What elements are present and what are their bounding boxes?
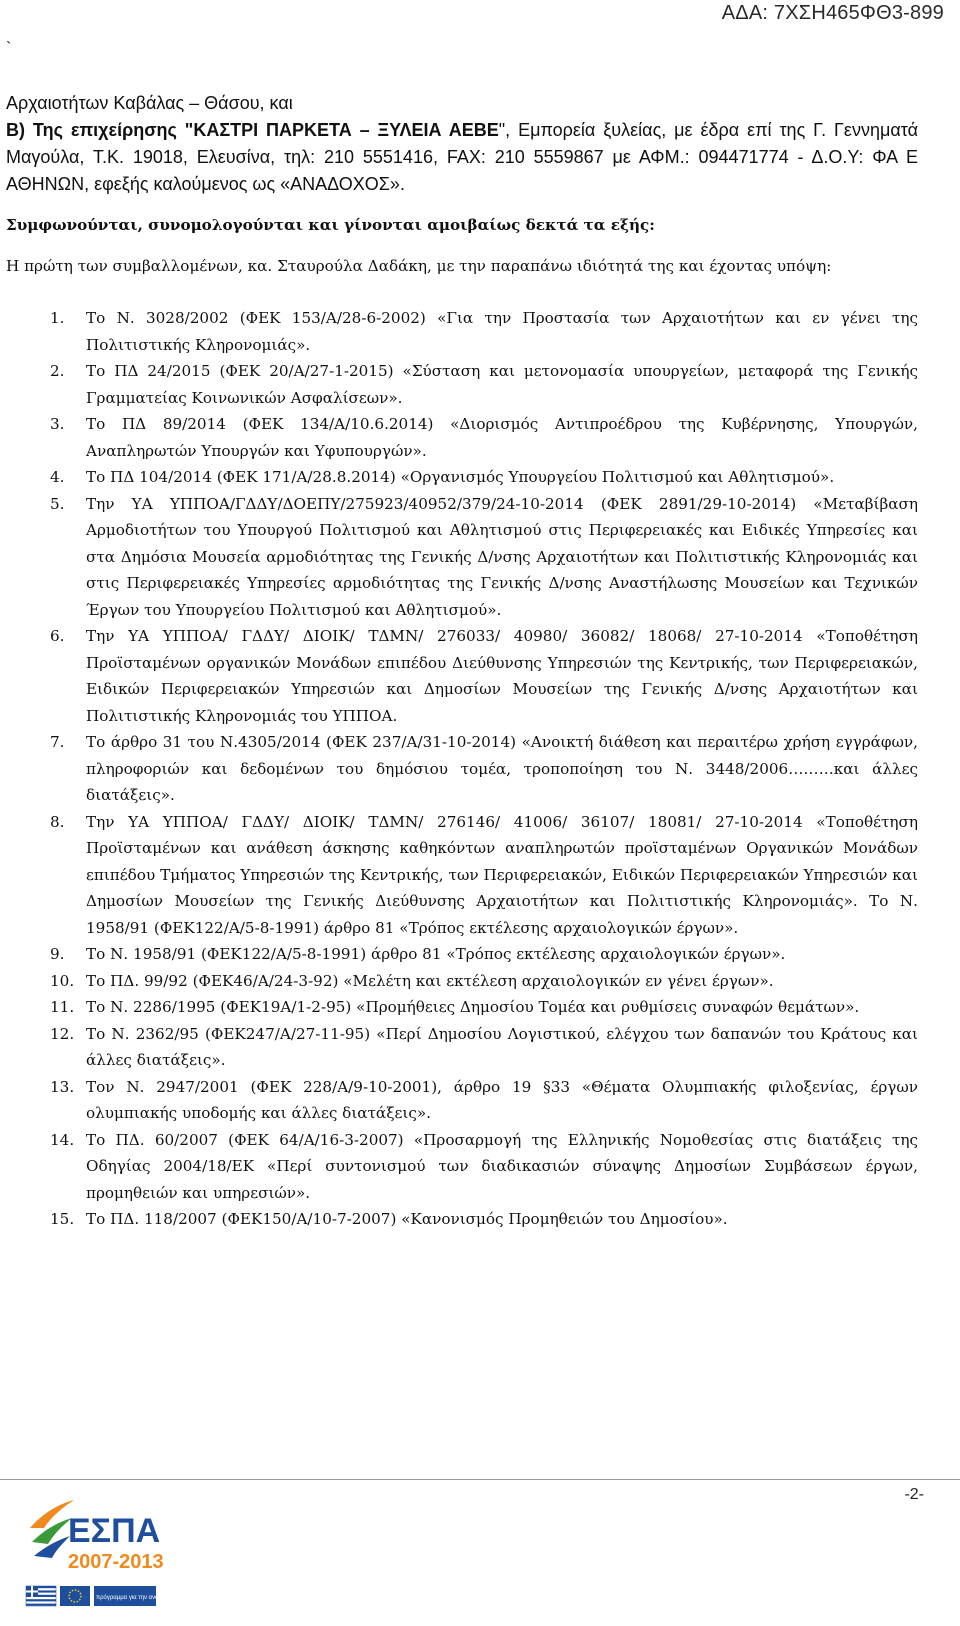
list-item-number: 14. xyxy=(50,1130,75,1149)
list-item xyxy=(6,1074,918,1127)
list-item xyxy=(6,1206,918,1233)
list-item-text: Την ΥΑ ΥΠΠΟΑ/ΓΔΔΥ/ΔΟΕΠΥ/275923/40952/379/24-10-2014 (ΦΕΚ 2891/29-10-2014) «Μεταβίβαση Αρμοδιοτήτων του Υπουργού Πολιτισμού και Αθλητισμού στις Περιφερειακές και Ειδικές Υπηρεσίες και στα Δημόσια Μουσεία αρμοδιότητας της Γενικής Δ/νσης Αρχαιοτήτων και Πολιτιστικής Κληρονομιάς και στις Περιφερειακές Υπηρεσίες αρμοδιότητας της Γενικής Δ/νσης Αναστήλωσης Μουσείων και Τεχνικών Έργων του Υπουργείου Πολιτισμού και Αθλητισμού». xyxy=(86,494,918,619)
document-body xyxy=(6,90,918,1233)
list-item xyxy=(6,411,918,464)
list-item-text: Το Ν. 2362/95 (ΦΕΚ247/Α/27-11-95) «Περί Δημοσίου Λογιστικού, ελέγχου των δαπανών του Κράτους και άλλες διατάξεις». xyxy=(86,1024,918,1069)
espa-logo xyxy=(22,1494,175,1620)
list-item-number: 11. xyxy=(50,998,75,1016)
espa-tagline: πρόγραμμα για την ανάπτυξη xyxy=(96,1595,175,1601)
ada-code: ΑΔΑ: 7ΧΣΗ465ΦΘ3-899 xyxy=(721,2,944,24)
list-item xyxy=(6,491,918,624)
espa-logo-text: ΕΣΠΑ xyxy=(68,1512,161,1550)
list-item-text: Το Ν. 3028/2002 (ΦΕΚ 153/Α/28-6-2002) «Για την Προστασία των Αρχαιοτήτων και εν γένει της Πολιτιστικής Κληρονομιάς». xyxy=(86,309,918,354)
list-item-text: Το ΠΔ. 99/92 (ΦΕΚ46/Α/24-3-92) «Μελέτη και εκτέλεση αρχαιολογικών εν γένει έργων». xyxy=(86,971,774,990)
list-item-number: 6. xyxy=(50,627,65,645)
list-item-text: Το ΠΔ 24/2015 (ΦΕΚ 20/Α/27-1-2015) «Σύσταση και μετονομασία υπουργείων, μεταφορά της Γενικής Γραμματείας Κοινωνικών Ασφαλίσεων». xyxy=(86,362,918,407)
list-item-text: Το ΠΔ 104/2014 (ΦΕΚ 171/Α/28.8.2014) «Οργανισμός Υπουργείου Πολιτισμού και Αθλητισμού». xyxy=(86,468,835,486)
greek-flag-icon xyxy=(26,1586,56,1606)
list-item-text: Το Ν. 2286/1995 (ΦΕΚ19Α/1-2-95) «Προμήθειες Δημοσίου Τομέα και ρυθμίσεις συναφών θεμάτων». xyxy=(86,998,860,1016)
list-item-number: 12. xyxy=(50,1024,75,1043)
agreement-heading: Συμφωνούνται, συνομολογούνται και γίνονται αμοιβαίως δεκτά τα εξής: xyxy=(6,216,655,234)
party-a-end: Αρχαιοτήτων Καβάλας – Θάσου, και xyxy=(6,93,293,113)
list-item xyxy=(6,1021,918,1074)
list-item xyxy=(6,809,918,942)
list-item xyxy=(6,1127,918,1207)
list-item xyxy=(6,464,918,491)
eu-flag-icon xyxy=(60,1586,90,1606)
list-item-text: Την ΥΑ ΥΠΠΟΑ/ ΓΔΔΥ/ ΔΙΟΙΚ/ ΤΔΜΝ/ 276033/ 40980/ 36082/ 18068/ 27-10-2014 «Τοποθέτηση Προϊσταμένων οργανικών Μονάδων επιπέδου Διεύθυνσης Υπηρεσιών της Κεντρικής, των Περιφερειακών, Ειδικών Περιφερειακών Υπηρεσιών και Δημοσίων Μουσείων της Γενικής Δ/νσης Αρχαιοτήτων και Πολιτιστικής Κληρονομιάς του ΥΠΠΟΑ. xyxy=(86,627,918,725)
list-item-text: Το ΠΔ. 60/2007 (ΦΕΚ 64/Α/16-3-2007) «Προσαρμογή της Ελληνικής Νομοθεσίας στις διατάξεις της Οδηγίας 2004/18/ΕΚ «Περί συντονισμού των διαδικασιών σύναψης Δημοσίων Συμβάσεων έργων, προμηθειών και υπηρεσιών». xyxy=(86,1130,918,1202)
list-item-number: 5. xyxy=(50,494,65,513)
list-item-number: 15. xyxy=(50,1210,75,1228)
footer-divider xyxy=(0,1479,960,1480)
list-item-number: 2. xyxy=(50,362,65,380)
list-item-text: Το Ν. 1958/91 (ΦΕΚ122/Α/5-8-1991) άρθρο 81 «Τρόπος εκτέλεσης αρχαιολογικών έργων». xyxy=(86,945,786,963)
list-item-text: Τον Ν. 2947/2001 (ΦΕΚ 228/Α/9-10-2001), άρθρο 19 §33 «Θέματα Ολυμπιακής φιλοξενίας, έργων ολυμπιακής υποδομής και άλλες διατάξεις». xyxy=(86,1077,918,1122)
list-item xyxy=(6,623,918,729)
first-party-paragraph: Η πρώτη των συμβαλλομένων, κα. Σταυρούλα Δαδάκη, με την παραπάνω ιδιότητά της και έχοντας υπόψη: xyxy=(6,256,832,275)
list-item-text: Το ΠΔ 89/2014 (ΦΕΚ 134/Α/10.6.2014) «Διορισμός Αντιπροέδρου της Κυβέρνησης, Υπουργών, Αναπληρωτών Υπουργών και Υφυπουργών». xyxy=(86,415,918,460)
list-item xyxy=(6,305,918,358)
espa-logo-years: 2007-2013 xyxy=(68,1551,164,1573)
list-item-number: 10. xyxy=(50,971,75,990)
list-item xyxy=(6,358,918,411)
list-item-text: Το ΠΔ. 118/2007 (ΦΕΚ150/Α/10-7-2007) «Κανονισμός Προμηθειών του Δημοσίου». xyxy=(86,1210,728,1228)
stray-mark: ` xyxy=(6,40,12,57)
list-item-number: 13. xyxy=(50,1077,75,1096)
party-b-details: ", Εμπορεία ξυλείας, με έδρα επί της Γ. Γεννηματά Μαγούλα, Τ.Κ. 19018, Ελευσίνα, τηλ: 210 5551416, FAX: 210 5559867 με ΑΦΜ.: 094471774 - Δ.Ο.Υ: ΦΑ Ε ΑΘΗΝΩΝ, εφεξής καλούμενος ως «ΑΝΑΔΟΧΟΣ». xyxy=(6,120,918,194)
list-item-number: 7. xyxy=(50,733,65,751)
list-item-text: Το άρθρο 31 του Ν.4305/2014 (ΦΕΚ 237/Α/31-10-2014) «Ανοικτή διάθεση και περαιτέρω χρήση εγγράφων, πληροφοριών και δεδομένων του δημόσιου τομέα, τροποποίηση του Ν. 3448/2006………και άλλες διατάξεις». xyxy=(86,733,918,804)
legal-basis-list xyxy=(6,305,918,1233)
list-item-number: 1. xyxy=(50,309,65,327)
list-item-number: 4. xyxy=(50,468,65,486)
party-b-company: ΚΑΣΤΡΙ ΠΑΡΚΕΤΑ – ΞΥΛΕΙΑ ΑΕΒΕ xyxy=(193,120,499,140)
page-number: -2- xyxy=(904,1486,924,1503)
list-item xyxy=(6,941,918,968)
list-item xyxy=(6,994,918,1021)
list-item-number: 3. xyxy=(50,415,65,433)
party-b-paragraph xyxy=(6,117,918,198)
list-item-text: Την ΥΑ ΥΠΠΟΑ/ ΓΔΔΥ/ ΔΙΟΙΚ/ ΤΔΜΝ/ 276146/ 41006/ 36107/ 18081/ 27-10-2014 «Τοποθέτηση Προϊσταμένων και ανάθεση άσκησης καθηκόντων αναπληρωτών προϊσταμένων Οργανικών Μονάδων επιπέδου Τμήματος Υπηρεσιών της Κεντρικής, των Περιφερειακών, Ειδικών Περιφερειακών Υπηρεσιών και Δημοσίων Μουσείων της Γενικής Διεύθυνσης Αρχαιοτήτων και Πολιτιστικής Κληρονομιάς». Το Ν. 1958/91 (ΦΕΚ122/Α/5-8-1991) άρθρο 81 «Τρόπος εκτέλεσης αρχαιολογικών έργων». xyxy=(86,812,918,937)
list-item xyxy=(6,729,918,809)
list-item-number: 8. xyxy=(50,812,65,831)
list-item-number: 9. xyxy=(50,945,65,963)
party-b-label: Β) Της επιχείρησης " xyxy=(6,120,194,140)
list-item xyxy=(6,968,918,995)
